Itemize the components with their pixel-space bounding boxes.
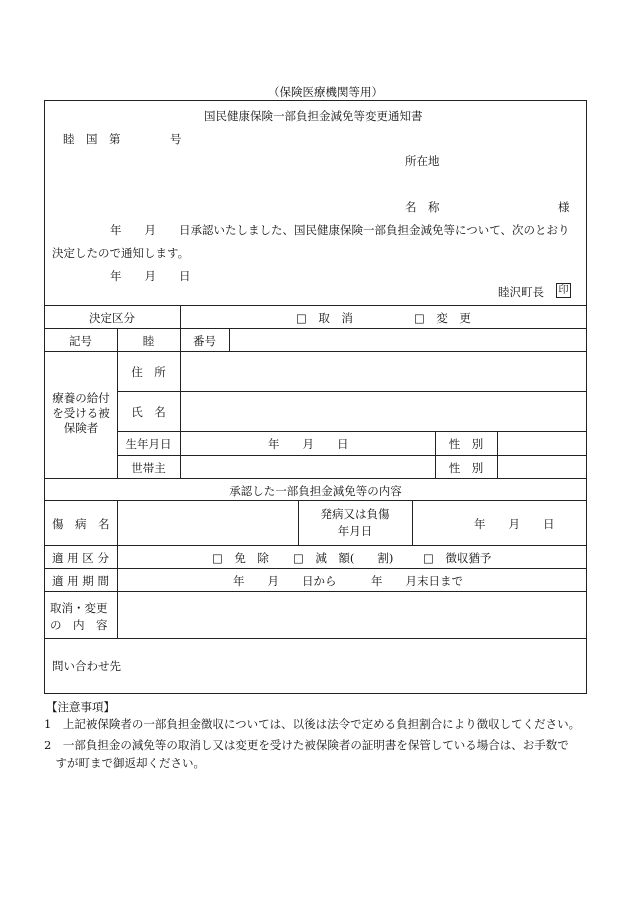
address-label: 住 所 — [131, 365, 166, 379]
document-title: 国民健康保険一部負担金減免等変更通知書 — [204, 109, 423, 123]
birth-date-label: 生年月日 — [125, 437, 172, 451]
cancel-change-label-1: 取消・変更 — [50, 601, 108, 615]
notes-heading: 【注意事項】 — [46, 700, 115, 714]
decision-option-cancel[interactable]: □ 取 消 — [296, 311, 353, 325]
recipient-name-label: 名 称 — [405, 200, 440, 214]
approved-content-header: 承認した一部負担金減免等の内容 — [229, 484, 402, 498]
issuer-name: 睦沢町長 — [498, 285, 544, 299]
kigou-label: 記号 — [69, 334, 92, 348]
onset-date-label-1: 発病又は負傷 — [320, 507, 390, 521]
household-head-label: 世帯主 — [131, 461, 166, 475]
apply-period-label: 適 用 期 間 — [52, 574, 109, 588]
note-item-2-line-2: すが町まで御返却ください。 — [44, 756, 205, 770]
form-usage-note: （保険医療機関等用） — [268, 85, 383, 99]
kigou-value: 睦 — [142, 334, 155, 348]
seal-mark: 印 — [556, 283, 571, 298]
note-item-1: 1 上記被保険者の一部負担金徴収については、以後は法令で定める負担割合により徴収してください。 — [44, 717, 581, 731]
note-item-2-line-1: 2 一部負担金の減免等の取消し又は変更を受けた被保険者の証明書を保管している場合は、お手数で — [44, 738, 569, 752]
notice-date: 年 月 日 — [110, 269, 191, 283]
onset-date-label-2: 年月日 — [337, 524, 373, 538]
location-label: 所在地 — [405, 154, 440, 168]
insured-label: 療養の給付を受ける被保険者 — [52, 391, 110, 435]
apply-option-exemption[interactable]: □ 免 除 — [212, 551, 269, 565]
apply-period-value: 年 月 日から 年 月末日まで — [233, 574, 463, 588]
document-number-prefix: 睦 国 第 — [63, 132, 121, 146]
apply-option-deferral[interactable]: □ 徴収猶予 — [423, 551, 492, 565]
contact-label: 問い合わせ先 — [52, 659, 121, 673]
sex-label-household: 性 別 — [448, 461, 484, 475]
disease-name-label: 傷 病 名 — [52, 517, 110, 531]
apply-class-label: 適 用 区 分 — [52, 551, 109, 565]
honorific: 様 — [558, 200, 570, 214]
apply-option-reduction[interactable]: □ 減 額( 割) — [293, 551, 394, 565]
name-label: 氏 名 — [131, 405, 166, 419]
decision-class-label: 決定区分 — [89, 311, 135, 325]
document-number-suffix: 号 — [170, 132, 182, 146]
onset-date-value: 年 月 日 — [474, 517, 555, 531]
sex-label: 性 別 — [448, 437, 484, 451]
body-line-1: 年 月 日承認いたしました、国民健康保険一部負担金減免等について、次のとおり — [110, 223, 570, 237]
cancel-change-label-2: の 内 容 — [50, 618, 108, 632]
birth-date-value: 年 月 日 — [268, 437, 349, 451]
bangou-label: 番号 — [193, 334, 216, 348]
body-line-2: 決定したので通知します。 — [52, 246, 190, 260]
form-frame — [44, 100, 587, 694]
decision-option-change[interactable]: □ 変 更 — [414, 311, 471, 325]
